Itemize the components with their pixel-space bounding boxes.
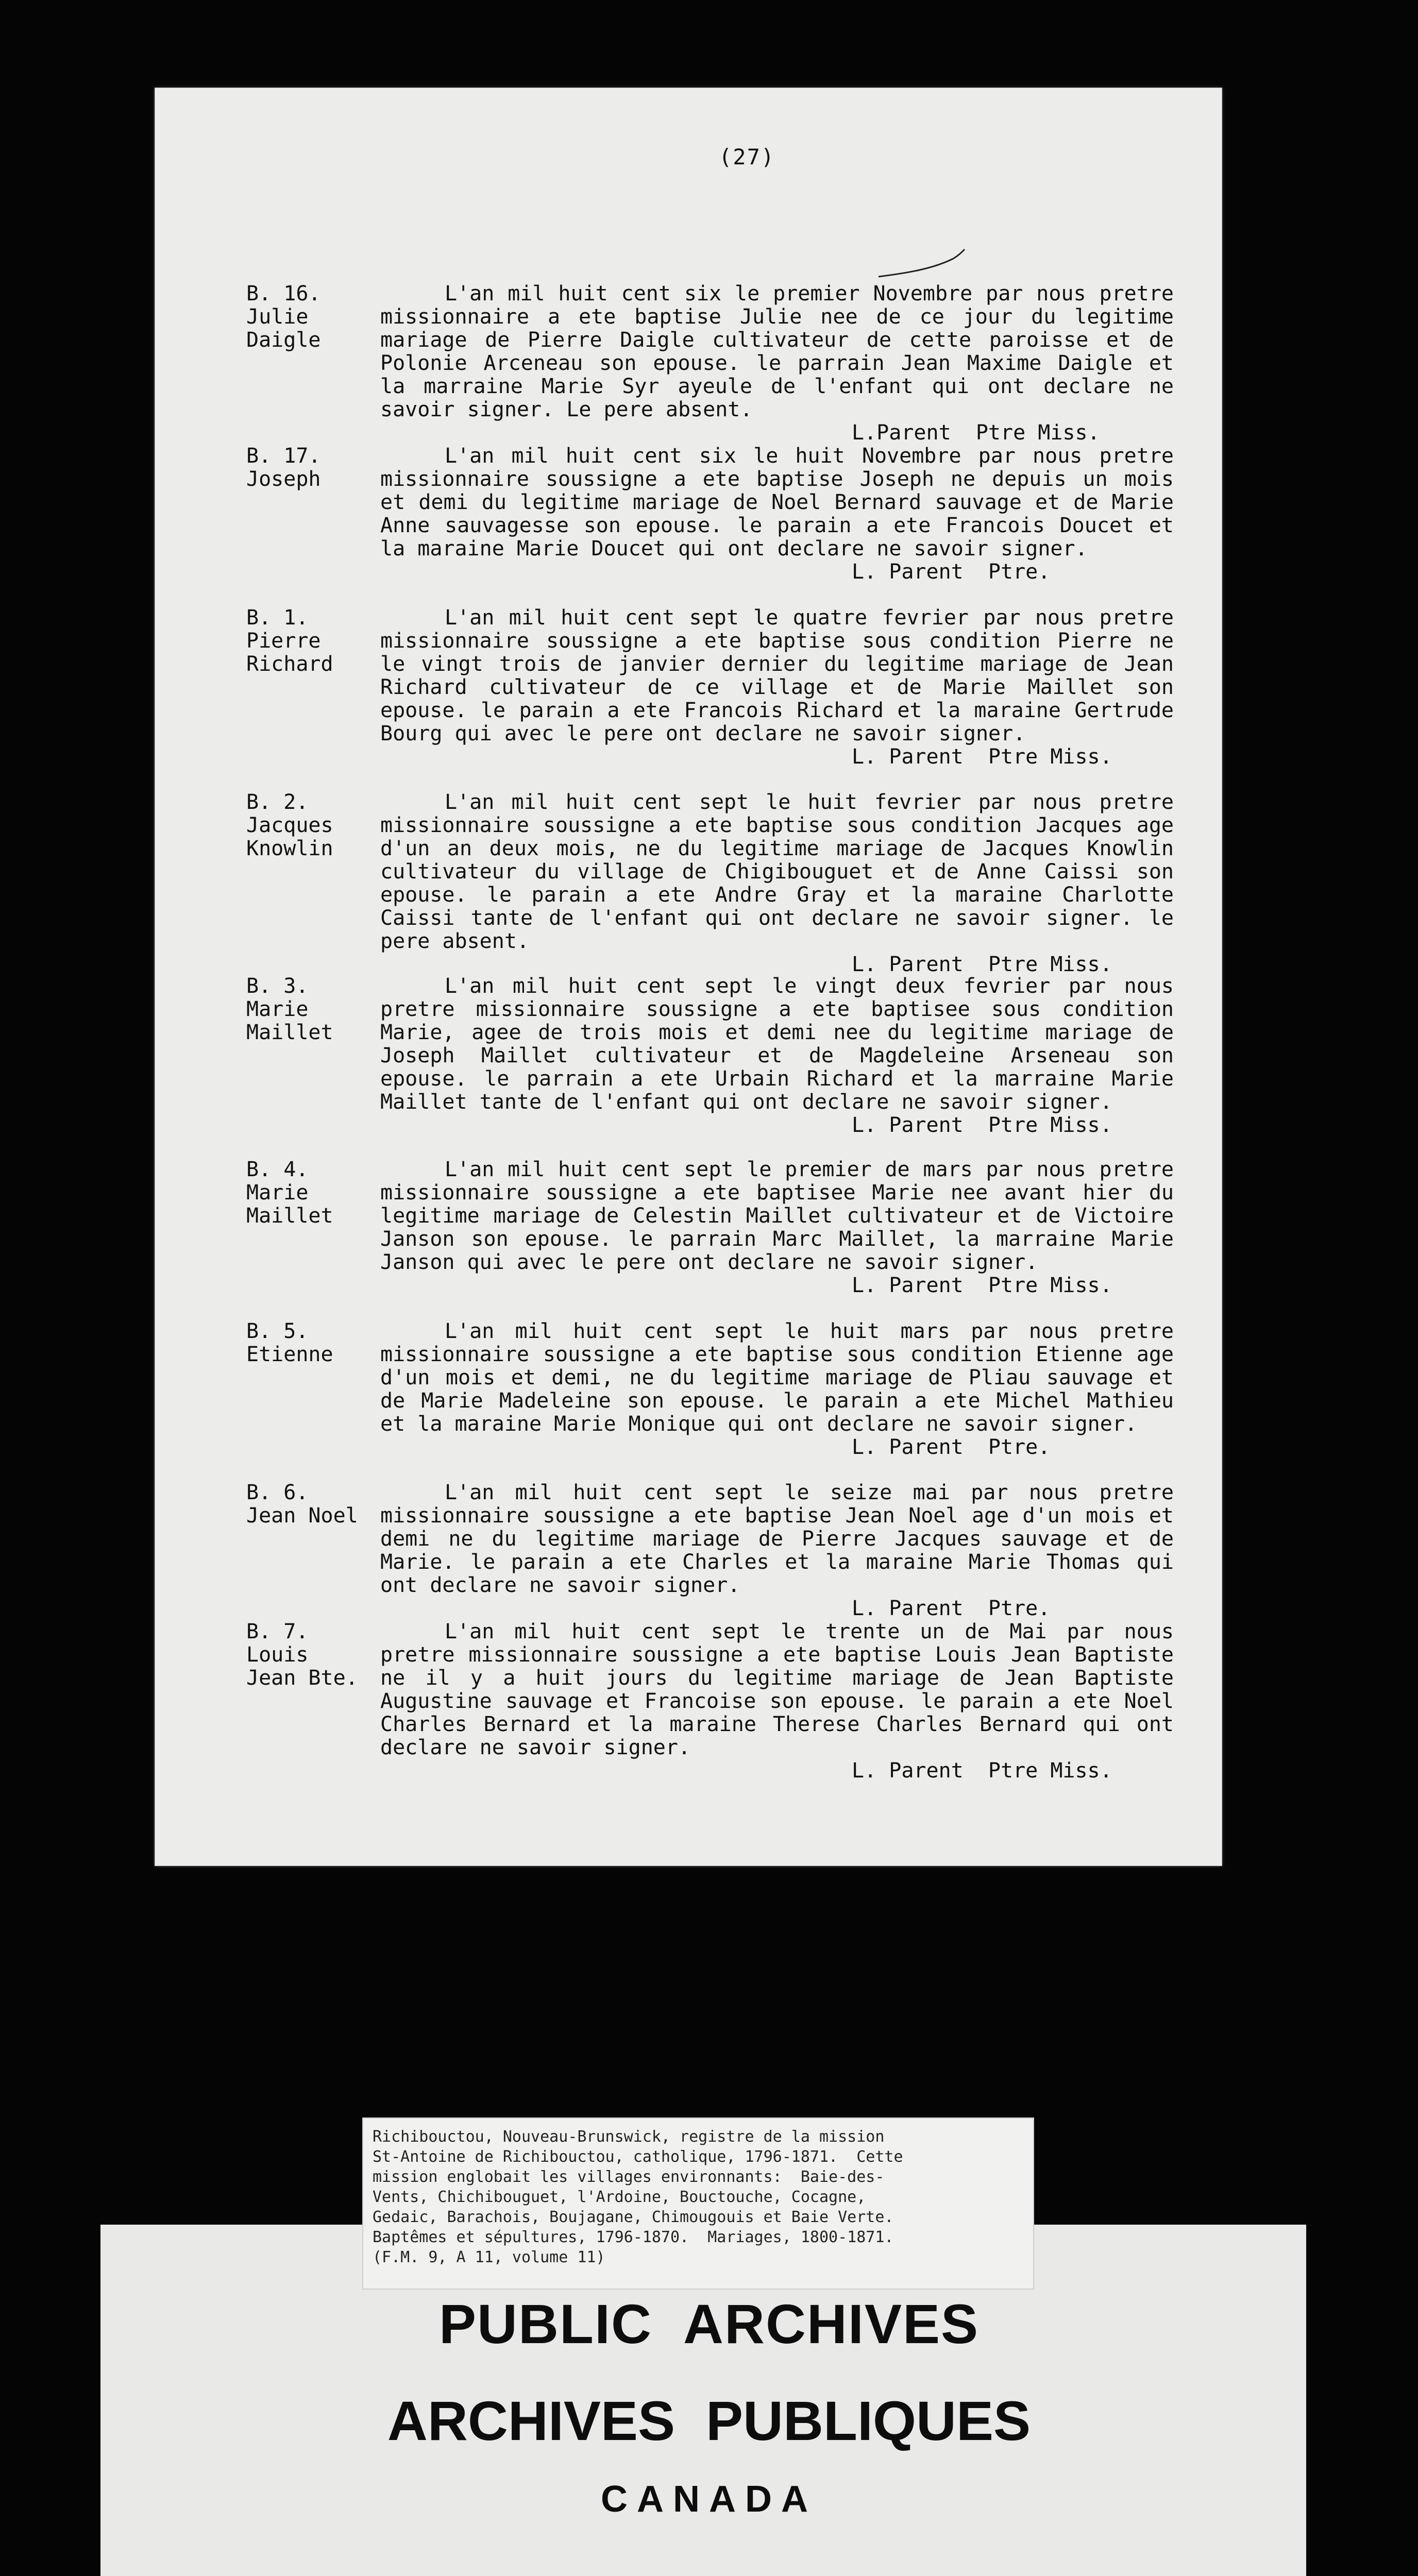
caption-line: Baptêmes et sépultures, 1796-1870. Mariages, 1800-1871. (373, 2228, 894, 2246)
entry-label: B. 16. Julie Daigle (246, 282, 321, 352)
entry-text: L'an mil huit cent sept le trente un de Mai par nous pretre missionnaire soussigne a ete baptise Louis Jean Baptiste ne il y a huit jours du legitime mariage de Jean Baptiste Augustine sauvage et Francoise son epouse. le parain a ete Noel Charles Bernard et la maraine Therese Charles Bernard qui ont declare ne savoir signer. (380, 1620, 1174, 1759)
entry-label: B. 3. Marie Maillet (246, 974, 333, 1044)
entry-text-block (380, 975, 1174, 1137)
caption-line: mission englobait les villages environnants: Baie-des- (373, 2168, 885, 2186)
entry-text: L'an mil huit cent sept le premier de mars par nous pretre missionnaire soussigne a ete baptisee Marie nee avant hier du legitime mariage de Celestin Maillet cultivateur et de Victoire Janson son epouse. le parrain Marc Maillet, la marraine Marie Janson qui avec le pere ont declare ne savoir signer. (380, 1158, 1174, 1274)
entry-label: B. 1. Pierre Richard (246, 606, 333, 676)
caption-text (373, 2127, 1027, 2267)
entry-text: L'an mil huit cent six le huit Novembre par nous pretre missionnaire soussigne a ete baptise Joseph ne depuis un mois et demi du legitime mariage de Noel Bernard sauvage et de Marie Anne sauvagesse son epouse. le parain a ete Francois Doucet et la maraine Marie Doucet qui ont declare ne savoir signer. (380, 444, 1174, 561)
archive-title-french: ARCHIVES PUBLIQUES (387, 2389, 1031, 2452)
archive-title-english: PUBLIC ARCHIVES (438, 2293, 980, 2355)
entry-text: L'an mil huit cent sept le huit mars par nous pretre missionnaire soussigne a ete baptise sous condition Etienne age d'un mois et demi, ne du legitime mariage de Pliau sauvage et de Marie Madeleine son epouse. le parain a ete Michel Mathieu et la maraine Marie Monique qui ont declare ne savoir signer. (380, 1319, 1174, 1436)
caption-line: (F.M. 9, A 11, volume 11) (373, 2248, 605, 2266)
entry-signature: L.Parent Ptre Miss. (852, 421, 1100, 445)
entry-text-block (380, 791, 1174, 976)
archive-country: CANADA (601, 2479, 817, 2520)
entry-signature: L. Parent Ptre Miss. (852, 1759, 1112, 1783)
entry-signature: L. Parent Ptre. (852, 1435, 1051, 1459)
caption-line: Vents, Chichibouguet, l'Ardoine, Bouctouche, Cocagne, (373, 2188, 866, 2206)
pen-mark (876, 248, 969, 284)
entry-label: B. 5. Etienne (246, 1319, 333, 1366)
caption-line: Gedaic, Barachois, Boujagane, Chimougouis et Baie Verte. (373, 2208, 894, 2226)
entry-text: L'an mil huit cent sept le quatre fevrier par nous pretre missionnaire soussigne a ete baptise sous condition Pierre ne le vingt trois de janvier dernier du legitime mariage de Jean Richard cultivateur de ce village et de Marie Maillet son epouse. le parain a ete Francois Richard et la maraine Gertrude Bourg qui avec le pere ont declare ne savoir signer. (380, 606, 1174, 745)
entry-text-block (380, 1481, 1174, 1620)
entry-text: L'an mil huit cent sept le vingt deux fevrier par nous pretre missionnaire soussigne a ete baptisee sous condition Marie, agee de trois mois et demi nee du legitime mariage de Joseph Maillet cultivateur et de Magdeleine Arseneau son epouse. le parrain a ete Urbain Richard et la marraine Marie Maillet tante de l'enfant qui ont declare ne savoir signer. (380, 974, 1174, 1114)
entry-text: L'an mil huit cent sept le seize mai par nous pretre missionnaire soussigne a ete baptise Jean Noel age d'un mois et demi ne du legitime mariage de Pierre Jacques sauvage et de Marie. le parain a ete Charles et la maraine Marie Thomas qui ont declare ne savoir signer. (380, 1481, 1174, 1597)
entry-signature: L. Parent Ptre. (852, 1597, 1051, 1620)
entry-signature: L. Parent Ptre Miss. (852, 745, 1112, 769)
entry-text-block (380, 606, 1174, 769)
entry-text-block (380, 1158, 1174, 1297)
entry-text-block (380, 1320, 1174, 1459)
entry-text: L'an mil huit cent sept le huit fevrier par nous pretre missionnaire soussigne a ete baptise sous condition Jacques age d'un an deux mois, ne du legitime mariage de Jacques Knowlin cultivateur du village de Chigibouguet et de Anne Caissi son epouse. le parain a ete Andre Gray et la maraine Charlotte Caissi tante de l'enfant qui ont declare ne savoir signer. le pere absent. (380, 790, 1174, 953)
entry-signature: L. Parent Ptre Miss. (852, 953, 1112, 976)
entry-label: B. 7. Louis Jean Bte. (246, 1620, 358, 1690)
entry-label: B. 2. Jacques Knowlin (246, 790, 333, 860)
entry-text-block (380, 445, 1174, 584)
entry-label: B. 6. Jean Noel (246, 1481, 358, 1528)
entry-text: L'an mil huit cent six le premier Novembre par nous pretre missionnaire a ete baptise Julie nee de ce jour du legitime mariage de Pierre Daigle cultivateur de cette paroisse et de Polonie Arceneau son epouse. le parrain Jean Maxime Daigle et la marraine Marie Syr ayeule de l'enfant qui ont declare ne savoir signer. Le pere absent. (380, 282, 1174, 421)
caption-line: St-Antoine de Richibouctou, catholique, 1796-1871. Cette (373, 2148, 903, 2166)
entry-signature: L. Parent Ptre. (852, 560, 1051, 584)
entry-label: B. 17. Joseph (246, 444, 321, 491)
entry-label: B. 4. Marie Maillet (246, 1158, 333, 1228)
page-number: (27) (719, 144, 775, 170)
entry-signature: L. Parent Ptre Miss. (852, 1113, 1112, 1137)
caption-label (362, 2117, 1034, 2290)
entry-text-block (380, 1620, 1174, 1783)
entry-signature: L. Parent Ptre Miss. (852, 1274, 1112, 1297)
entry-text-block (380, 282, 1174, 445)
caption-line: Richibouctou, Nouveau-Brunswick, registre de la mission (373, 2128, 885, 2146)
